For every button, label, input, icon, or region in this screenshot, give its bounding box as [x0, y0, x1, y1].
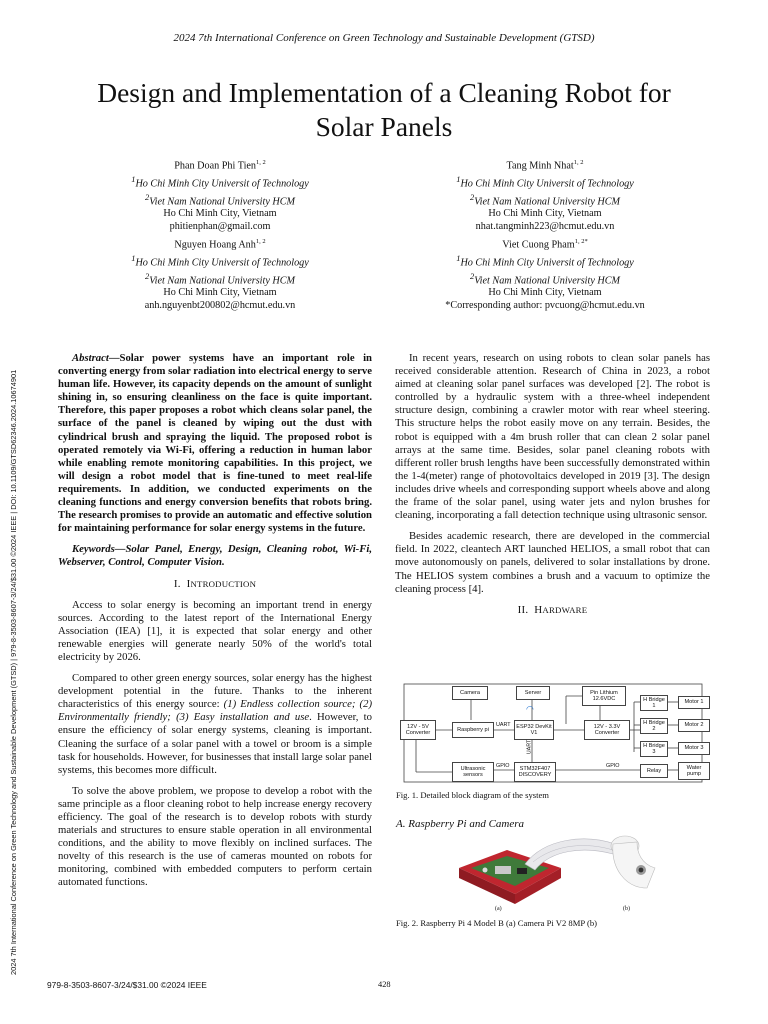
right-paragraph-2: Besides academic research, there are developed in the commercial field. In 2022, cleantech ART launched HELIOS, a small robot that can move autonomously on panels, delivered to solar installations by drone. The HELIOS system combines a brush and a vacuum to optimize the cleaning process [4].: [395, 530, 710, 595]
right-paragraph-1: In recent years, research on using robots to clean solar panels has received considerable attention. Research of China in 2023, a robot aimed at cleaning solar panel surfaces was developed [2]. The robot is controlled by a hydraulic system with a three-wheel independent structure design, combining a crawler motor with rear wheel steering. This structure helps the robot easily move on any terrain. Besides, the robot is equipped with a 4m brush roller that can clean 2 solar panel arrays at the same time. Besides, solar panel cleaning robots with different roller brush lengths have been successfully demonstrated within the 1-4(meter) range of photovoltaics developed in 2019 [3]. The design includes drive wheels and corresponding support wheels above and along the frame of the solar panel, using water jets and nylon brushes for cleaning, incorporating a fall detection technique using ultrasonic sensor.: [395, 352, 710, 522]
section-heading-hardware: [395, 604, 710, 617]
author-sup: 1, 2*: [574, 238, 588, 245]
diagram-ultrasonic: Ultrasonic sensors: [452, 762, 494, 782]
figure-1-caption: Fig. 1. Detailed block diagram of the system: [396, 790, 549, 800]
diagram-h-bridge-2: H Bridge 2: [640, 718, 668, 734]
left-column: [58, 352, 372, 898]
raspberry-pi-camera-illustration: [455, 828, 665, 916]
wifi-icon: ◠: [526, 704, 534, 714]
diagram-motor-2: Motor 2: [678, 719, 710, 732]
author-name: Viet Cuong Pham: [502, 239, 575, 251]
abstract-lead: Abstract: [72, 352, 109, 364]
diagram-esp32: ESP32 DevKit V1: [514, 720, 554, 740]
diagram-h-bridge-3: H Bridge 3: [640, 741, 668, 757]
diagram-motor-3: Motor 3: [678, 742, 710, 755]
section-title-first: H: [534, 603, 543, 616]
author-aff1: Ho Chi Minh City Universit of Technology: [460, 257, 634, 269]
paper-title: [40, 76, 728, 144]
intro-p2-text-c: . However, to ensure the efficiency of solar energy systems, cleaning is important. Cleaning the surface of a solar panel with a towel or broom is a simple task for households. However, for businesses that install large solar panel systems, this becomes more difficult.: [58, 711, 372, 776]
intro-paragraph-1: Access to solar energy is becoming an important trend in energy sources. According to the latest report of the International Energy Association (IEA) [1], it is expected that solar energy and other renewable energies will generate nearly 50% of the world's total electricity by 2026.: [58, 598, 372, 663]
diagram-gpio-label-1: GPIO: [496, 763, 510, 769]
footer-copyright: 979-8-3503-8607-3/24/$31.00 ©2024 IEEE: [47, 980, 207, 990]
author-block-2: Tang Minh Nhat$^{1, 2}$ $^1$Ho Chi Minh City Universit of Technology $^2$Viet Nam National University HCM Ho Chi Minh City, Vietnam nhat.tangminh223@hcmut.edu.vn: [420, 157, 670, 233]
diagram-raspberry-pi: Raspberry pi: [452, 722, 494, 738]
keywords: Keywords—Solar Panel, Energy, Design, Cleaning robot, Wi-Fi, Webserver, Control, Computer Vision.: [58, 543, 372, 569]
author-city: Ho Chi Minh City, Vietnam: [488, 287, 602, 299]
figure-2-image: [455, 828, 665, 916]
author-sup: 1, 2: [573, 159, 584, 166]
diagram-converter-12-33: 12V - 3.3V Converter: [584, 720, 630, 740]
author-block-3: Nguyen Hoang Anh$^{1, 2}$ $^1$Ho Chi Minh City Universit of Technology $^2$Viet Nam National University HCM Ho Chi Minh City, Vietnam anh.nguyenbt200802@hcmut.edu.vn: [95, 236, 345, 312]
section-heading-intro: [58, 578, 372, 591]
figure-2-caption: Fig. 2. Raspberry Pi 4 Model B (a) Camera Pi V2 8MP (b): [396, 918, 597, 928]
section-number: II.: [517, 603, 529, 616]
section-title-first: I: [186, 577, 191, 590]
conference-header: [0, 32, 768, 44]
abstract: [58, 352, 372, 535]
author-city: Ho Chi Minh City, Vietnam: [163, 287, 277, 299]
author-sup: 1, 2: [255, 238, 266, 245]
diagram-water-pump: Water pump: [678, 762, 710, 780]
author-email: phitienphan@gmail.com: [169, 220, 271, 232]
block-diagram: [396, 682, 710, 784]
diagram-relay: Relay: [640, 764, 668, 778]
author-aff1: Ho Chi Minh City Universit of Technology: [460, 178, 634, 190]
diagram-motor-1: Motor 1: [678, 696, 710, 709]
author-aff2: Viet Nam National University HCM: [474, 195, 621, 207]
author-aff2: Viet Nam National University HCM: [149, 195, 296, 207]
diagram-uart-label: UART: [496, 722, 511, 728]
intro-p2-text-italic: (1) Endless collection source; (2) Environmentally friendly; (3) Easy installation and use: [58, 698, 372, 724]
diagram-uart-label-2: UART: [526, 739, 533, 755]
intro-p2-text-a: Compared to other green energy sources, solar energy has the highest development potential in the future. Thanks to the inherent characteristics of this energy source:: [58, 672, 372, 711]
diagram-converter-12-5: 12V - 5V Converter: [400, 720, 436, 740]
intro-paragraph-3: To solve the above problem, we propose to develop a robot with the same principle as a floor cleaning robot to help increase energy recovery efficiency. The goal of the research is to develop robots with sturdy materials and structures to ensure stable operation in all environmental conditions, and the ability to move flexibly on inclined surfaces. The novelty of this research is the use of cameras mounted on robots for monitoring, combined with embedded computers to perform certain automated functions.: [58, 784, 372, 889]
author-name: Phan Doan Phi Tien: [174, 160, 257, 172]
figure-2-label-b: (b): [623, 906, 630, 912]
figure-2-label-a: (a): [495, 906, 502, 912]
section-title-rest: NTRODUCTION: [190, 578, 257, 589]
author-email: *Corresponding author: pvcuong@hcmut.edu.vn: [445, 299, 645, 311]
diagram-gpio-label-2: GPIO: [606, 763, 620, 769]
author-email: nhat.tangminh223@hcmut.edu.vn: [475, 220, 615, 232]
subsection-heading-a: A. Raspberry Pi and Camera: [396, 818, 525, 830]
right-column: [395, 352, 710, 625]
diagram-server: Server: [516, 686, 550, 700]
author-aff1: Ho Chi Minh City Universit of Technology: [135, 257, 309, 269]
author-city: Ho Chi Minh City, Vietnam: [163, 208, 277, 220]
author-aff1: Ho Chi Minh City Universit of Technology: [135, 178, 309, 190]
page-number: 428: [378, 980, 391, 989]
author-name: Tang Minh Nhat: [506, 160, 574, 172]
section-number: I.: [173, 577, 181, 590]
diagram-stm32: STM32F407 DISCOVERY: [514, 762, 556, 782]
author-city: Ho Chi Minh City, Vietnam: [488, 208, 602, 220]
author-block-1: Phan Doan Phi Tien$^{1, 2}$ $^1$Ho Chi Minh City Universit of Technology $^2$Viet Nam National University HCM Ho Chi Minh City, Vietnam phitienphan@gmail.com: [95, 157, 345, 233]
title-line-2: Solar Panels: [315, 111, 453, 142]
author-name: Nguyen Hoang Anh: [174, 239, 256, 251]
diagram-h-bridge-1: H Bridge 1: [640, 695, 668, 711]
diagram-battery: Pin Lithium 12.6VDC: [582, 686, 626, 706]
intro-paragraph-2: [58, 672, 372, 777]
author-block-4: Viet Cuong Pham$^{1, 2*}$ $^1$Ho Chi Minh City Universit of Technology $^2$Viet Nam National University HCM Ho Chi Minh City, Vietnam *Corresponding author: pvcuong@hcmut.edu.vn: [400, 236, 690, 312]
title-line-1: Design and Implementation of a Cleaning Robot for: [97, 77, 671, 108]
abstract-text: —Solar power systems have an important role in converting energy from solar radiation into electrical energy to serve human life. However, its capacity depends on the amount of sunlight shining in, so ensuring cleanliness on the face is quite important. Therefore, this paper proposes a robot which cleans solar panel, the surface of the panel is cleaned by wiping out the dust with cylindrical brush and spraying the liquid. The proposed robot is operated remotely via Wi-Fi, offering a reduction in human labor while enabling remote monitoring capabilities. In this project, we will design a robot model that is fine-tuned to meet real-life requirements. In addition, we conducted experiments on the cleaning functions and energy conversion benefits that robots bring. The research promises to provide an automatic and effective solution for maintaining performance for solar energy systems in the future.: [58, 352, 372, 535]
conference-name: 2024 7th International Conference on Green Technology and Sustainable Development (GTSD): [173, 32, 595, 44]
author-email: anh.nguyenbt200802@hcmut.edu.vn: [144, 299, 296, 311]
author-aff2: Viet Nam National University HCM: [149, 274, 296, 286]
side-copyright-note: 2024 7th International Conference on Green Technology and Sustainable Development (GTSD) | 979-8-3503-8607-3/24/$31.00 ©2024 IEEE | DOI: 10.1109/GTSD62346.2024.10674901: [9, 369, 18, 975]
diagram-camera: Camera: [452, 686, 488, 700]
author-sup: 1, 2: [256, 159, 266, 166]
section-title-rest: ARDWARE: [542, 604, 588, 615]
author-aff2: Viet Nam National University HCM: [474, 274, 621, 286]
